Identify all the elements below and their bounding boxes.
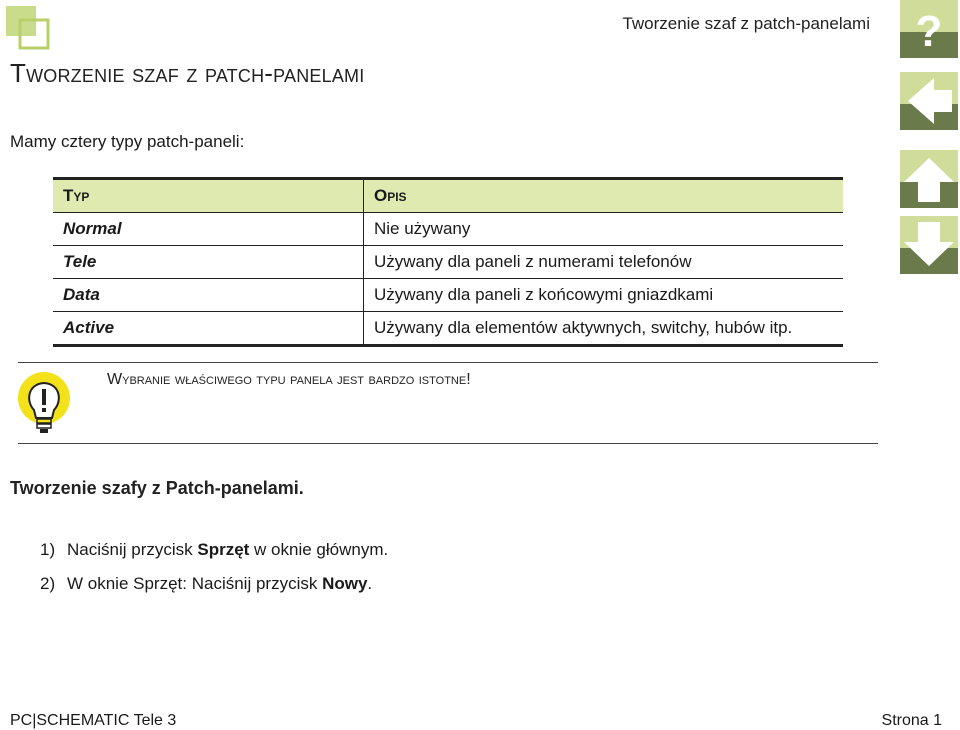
- description-cell: Używany dla paneli z numerami telefonów: [364, 246, 844, 279]
- note-text: Wybranie właściwego typu panela jest bardzo istotne!: [107, 371, 471, 388]
- page-title: Tworzenie szaf z patch-panelami: [10, 58, 365, 88]
- table-row: [53, 246, 843, 279]
- type-cell: Active: [53, 312, 364, 346]
- footer-product-name: PC|SCHEMATIC Tele 3: [10, 712, 177, 729]
- type-cell: Tele: [53, 246, 364, 279]
- note-divider-bottom: [18, 443, 878, 444]
- down-button[interactable]: [900, 216, 958, 274]
- list-item: [40, 540, 388, 574]
- step-number: 1): [40, 540, 56, 559]
- arrow-up-icon: [900, 150, 958, 208]
- column-header-description: Opis: [364, 179, 844, 213]
- column-header-type: Typ: [53, 179, 364, 213]
- steps-list: [40, 540, 388, 608]
- up-button[interactable]: [900, 150, 958, 208]
- step-bold-text: Nowy: [322, 574, 368, 593]
- section-title: Tworzenie szafy z Patch-panelami.: [10, 478, 304, 498]
- patch-panel-types-table: [53, 177, 843, 347]
- step-number: 2): [40, 574, 56, 593]
- list-item: [40, 574, 388, 608]
- table-row: [53, 312, 843, 346]
- footer-page-number: Strona 1: [881, 712, 942, 729]
- type-cell: Normal: [53, 213, 364, 246]
- description-cell: Używany dla paneli z końcowymi gniazdkami: [364, 279, 844, 312]
- table-row: [53, 213, 843, 246]
- description-cell: Używany dla elementów aktywnych, switchy, hubów itp.: [374, 318, 793, 337]
- intro-text: Mamy cztery typy patch-paneli:: [10, 132, 245, 151]
- step-text: W oknie Sprzęt: Naciśnij przycisk: [67, 574, 323, 593]
- help-button[interactable]: [900, 0, 958, 58]
- table-row: [53, 279, 843, 312]
- description-cell: Nie używany: [364, 213, 844, 246]
- step-text-end: w oknie głównym.: [249, 540, 389, 559]
- step-bold-text: Sprzęt: [197, 540, 250, 559]
- back-button[interactable]: [900, 72, 958, 130]
- type-cell: Data: [53, 279, 364, 312]
- step-text-end: .: [367, 574, 373, 593]
- table-header-row: [53, 179, 843, 213]
- note-divider-top: [18, 362, 878, 363]
- question-mark-icon: [900, 0, 958, 58]
- arrow-down-icon: [900, 216, 958, 274]
- logo: [6, 6, 50, 50]
- step-text: Naciśnij przycisk: [67, 540, 198, 559]
- header-title: Tworzenie szaf z patch-panelami: [622, 14, 870, 33]
- arrow-left-icon: [900, 72, 958, 130]
- svg-text:?: ?: [915, 7, 943, 56]
- lightbulb-exclamation-icon: [16, 372, 72, 436]
